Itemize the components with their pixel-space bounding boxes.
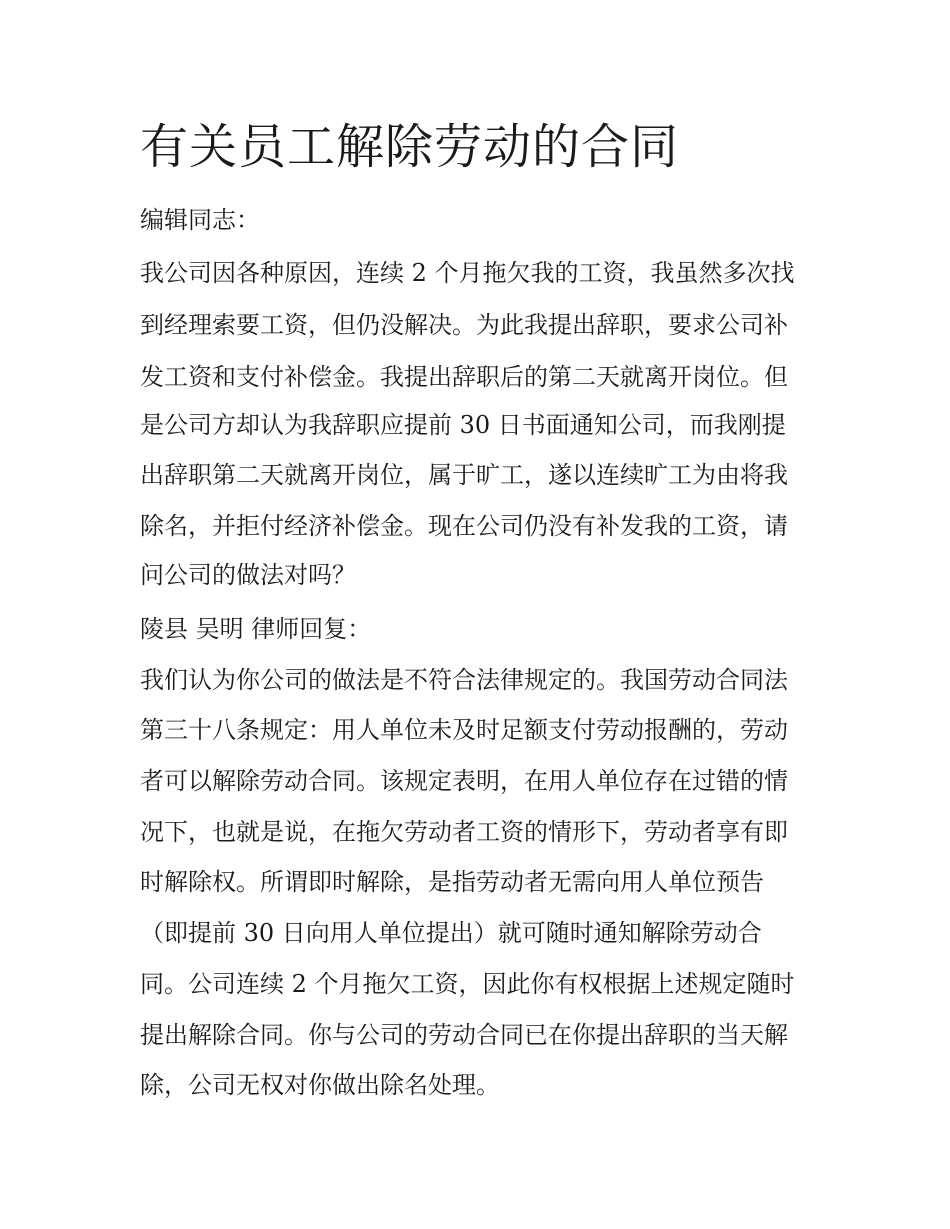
answer-line: 我们认为你公司的做法是不符合法律规定的。我国劳动合同法 bbox=[140, 666, 788, 694]
answer-line: 除，公司无权对你做出除名处理。 bbox=[140, 1071, 500, 1099]
answer-line: （即提前 30 日向用人单位提出）就可随时通知解除劳动合 bbox=[140, 919, 762, 947]
answer-line: 第三十八条规定：用人单位未及时足额支付劳动报酬的，劳动 bbox=[140, 716, 788, 744]
answer-line: 时解除权。所谓即时解除，是指劳动者无需向用人单位预告 bbox=[140, 868, 764, 896]
question-line: 我公司因各种原因，连续 2 个月拖欠我的工资，我虽然多次找 bbox=[140, 259, 795, 287]
question-line: 发工资和支付补偿金。我提出辞职后的第二天就离开岗位。但 bbox=[140, 363, 788, 391]
reply-heading: 陵县 吴明 律师回复： bbox=[140, 615, 372, 643]
question-line: 是公司方却认为我辞职应提前 30 日书面通知公司，而我刚提 bbox=[140, 411, 786, 439]
answer-line: 况下，也就是说，在拖欠劳动者工资的情形下，劳动者享有即 bbox=[140, 818, 788, 846]
question-line: 除名，并拒付经济补偿金。现在公司仍没有补发我的工资，请 bbox=[140, 512, 788, 540]
question-line: 问公司的做法对吗？ bbox=[140, 561, 356, 589]
question-line: 出辞职第二天就离开岗位，属于旷工，遂以连续旷工为由将我 bbox=[140, 461, 788, 489]
question-line: 到经理索要工资，但仍没解决。为此我提出辞职，要求公司补 bbox=[140, 311, 788, 339]
answer-line: 者可以解除劳动合同。该规定表明，在用人单位存在过错的情 bbox=[140, 767, 788, 795]
answer-line: 提出解除合同。你与公司的劳动合同已在你提出辞职的当天解 bbox=[140, 1021, 788, 1049]
answer-line: 同。公司连续 2 个月拖欠工资，因此你有权根据上述规定随时 bbox=[140, 970, 795, 998]
document-title: 有关员工解除劳动的合同 bbox=[140, 119, 680, 175]
salutation: 编辑同志： bbox=[140, 206, 260, 234]
